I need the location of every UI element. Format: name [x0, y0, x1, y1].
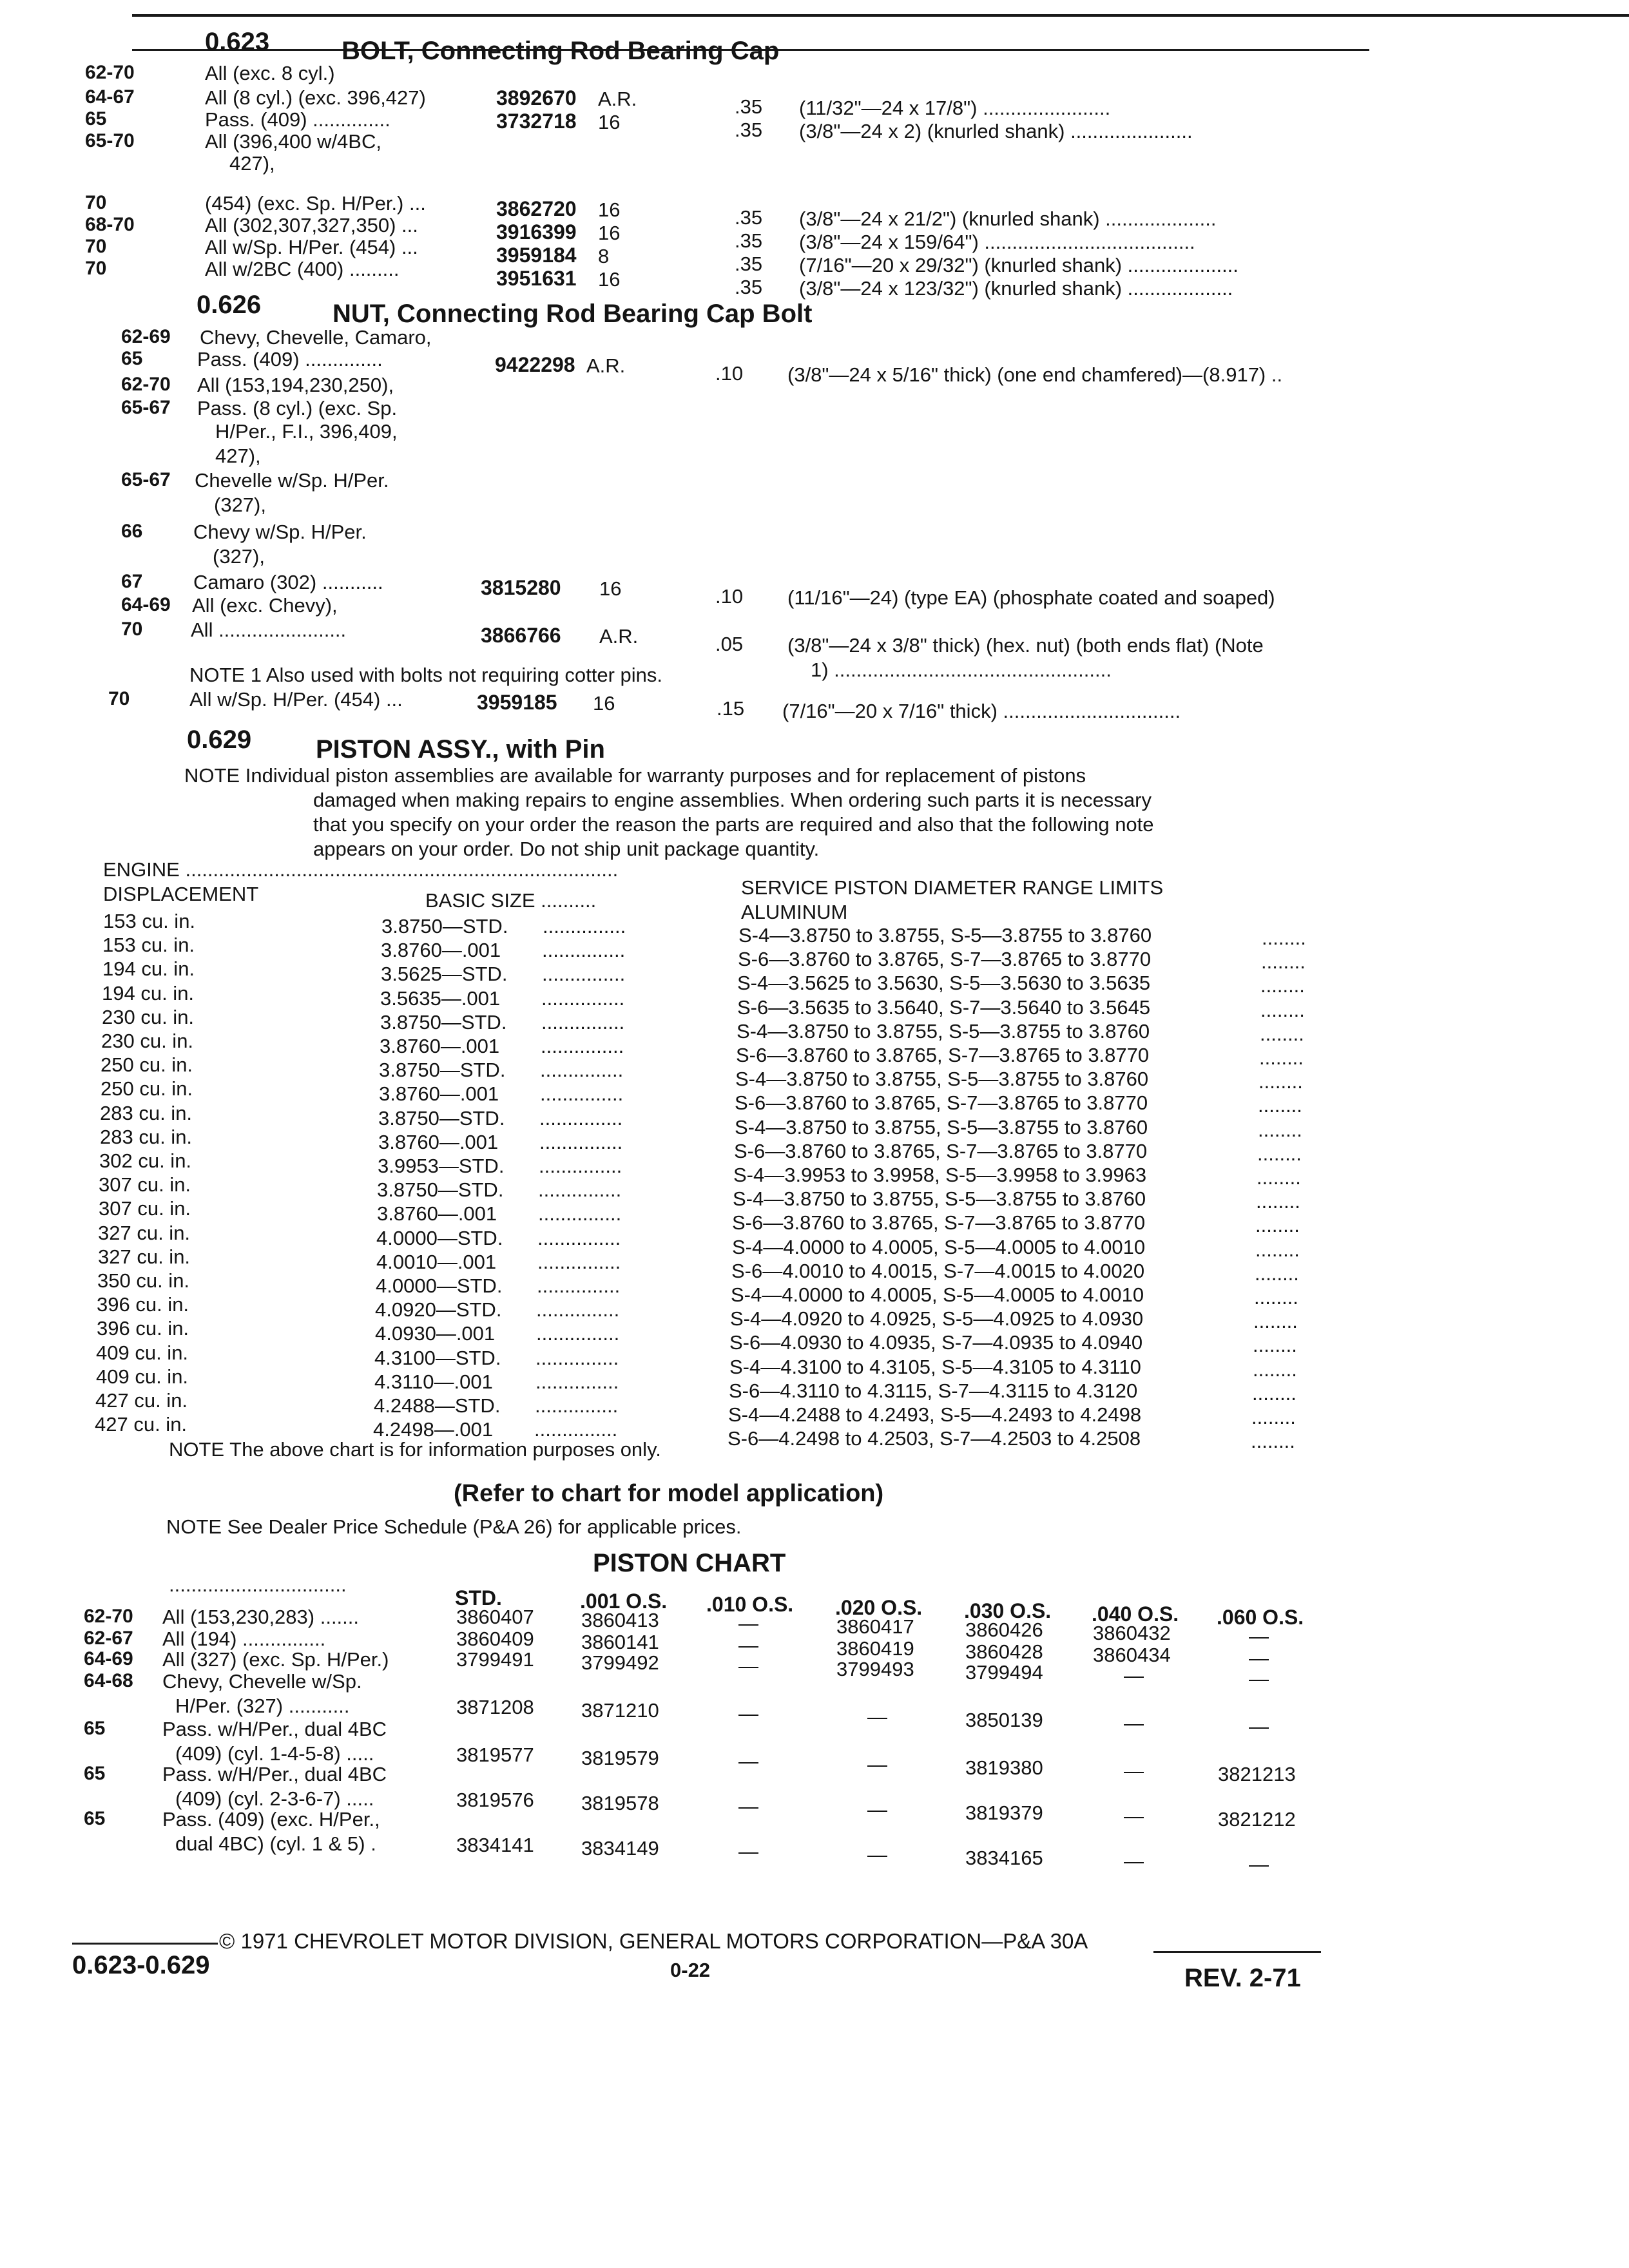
not-available: —: [867, 1706, 887, 1728]
dot-leader: ...............: [539, 1155, 622, 1177]
specification: (3/8"—24 x 5/16" thick) (one end chamfered)—(8.917) ..: [787, 363, 1283, 386]
specification: 1) ..................................................: [811, 658, 1112, 681]
basic-size: 3.8760—.001: [378, 1130, 499, 1153]
quantity: 16: [593, 692, 615, 715]
part-number: 3821212: [1218, 1808, 1296, 1831]
specification: (3/8"—24 x 3/8" thick) (hex. nut) (both ends flat) (Note: [787, 634, 1264, 657]
diameter-range: S-6—3.8760 to 3.8765, S-7—3.8765 to 3.8770: [736, 1044, 1150, 1066]
top-rule: [132, 14, 1629, 17]
not-available: —: [738, 1702, 758, 1725]
specification: (3/8"—24 x 2) (knurled shank) ......................: [799, 120, 1193, 142]
year-range: 65: [84, 1718, 106, 1739]
basic-size: 3.5635—.001: [380, 986, 501, 1010]
page-number: 0-22: [670, 1959, 711, 1981]
specification: (7/16"—20 x 29/32") (knurled shank) ....................: [799, 254, 1239, 276]
specification: (7/16"—20 x 7/16" thick) ................................: [782, 700, 1181, 722]
group-title-0626: NUT, Connecting Rod Bearing Cap Bolt: [333, 300, 813, 328]
quantity: A.R.: [599, 625, 639, 648]
specification: (3/8"—24 x 159/64") ......................................: [799, 231, 1195, 253]
application: All w/Sp. H/Per. (454) ...: [189, 688, 403, 711]
diameter-range: S-6—4.0010 to 4.0015, S-7—4.0015 to 4.0020: [731, 1259, 1145, 1282]
year-range: 65: [85, 108, 107, 130]
dot-leader: ........: [1260, 1022, 1304, 1045]
dot-leader: ...............: [535, 1370, 619, 1393]
diameter-range: S-4—3.8750 to 3.8755, S-5—3.8755 to 3.8760: [737, 1019, 1150, 1043]
application: All .......................: [191, 619, 347, 641]
basic-size-label: BASIC SIZE ..........: [425, 889, 597, 912]
engine-displacement: 283 cu. in.: [100, 1101, 193, 1124]
list-price: .35: [735, 206, 763, 229]
diameter-range: S-6—3.8760 to 3.8765, S-7—3.8765 to 3.8770: [738, 948, 1152, 971]
not-available: —: [1124, 1760, 1144, 1782]
application: Chevy, Chevelle w/Sp.: [162, 1670, 362, 1693]
application: 427),: [229, 152, 275, 175]
dot-leader: ........: [1262, 927, 1306, 949]
not-available: —: [1124, 1805, 1144, 1827]
part-number: 3951631: [496, 267, 577, 290]
quantity: 16: [599, 577, 622, 600]
quantity: 16: [598, 198, 621, 221]
dot-leader: ...............: [536, 1298, 620, 1321]
piston-note-line-2: damaged when making repairs to engine assemblies. When ordering such parts it is necessary: [313, 789, 1152, 811]
piston-note-line-1: NOTE Individual piston assemblies are available for warranty purposes and for replacement of pistons: [184, 764, 1086, 787]
application: (327),: [214, 494, 266, 516]
part-number: 3860413: [581, 1609, 659, 1631]
chart-column-header: .010 O.S.: [706, 1593, 794, 1616]
application: (409) (cyl. 2-3-6-7) .....: [175, 1787, 374, 1810]
list-price: .35: [735, 276, 763, 298]
list-price: .35: [735, 253, 763, 275]
part-number: 3860141: [581, 1631, 659, 1653]
dot-leader: ...............: [535, 1394, 619, 1417]
part-number: 3819379: [965, 1802, 1043, 1824]
application: Pass. (409) ..............: [197, 348, 383, 370]
year-range: 62-70: [85, 62, 135, 83]
basic-size: 4.0010—.001: [376, 1250, 497, 1273]
dot-leader: ........: [1252, 1381, 1296, 1405]
diameter-range: S-4—4.3100 to 4.3105, S-5—4.3105 to 4.3110: [729, 1355, 1141, 1378]
diameter-range: S-6—3.5635 to 3.5640, S-7—3.5640 to 3.5645: [737, 995, 1151, 1019]
engine-displacement: 283 cu. in.: [100, 1125, 193, 1148]
basic-size: 4.2488—STD.: [374, 1394, 501, 1417]
chart-column-header: .030 O.S.: [964, 1599, 1052, 1622]
year-range: 64-67: [85, 86, 135, 108]
dot-leader: ........: [1255, 1214, 1300, 1237]
basic-size: 4.0000—STD.: [376, 1226, 503, 1249]
engine-displacement: 250 cu. in.: [101, 1077, 193, 1100]
part-number: 3862720: [496, 197, 577, 220]
dot-leader: ........: [1255, 1262, 1299, 1285]
engine-displacement: 230 cu. in.: [101, 1030, 194, 1052]
diameter-range: S-6—4.2498 to 4.2503, S-7—4.2503 to 4.2508: [728, 1427, 1141, 1450]
nut-note: NOTE 1 Also used with bolts not requiring cotter pins.: [189, 664, 663, 686]
diameter-range: S-4—3.5625 to 3.5630, S-5—3.5630 to 3.5635: [737, 972, 1151, 995]
year-range: 65: [84, 1763, 106, 1784]
group-title-0629: PISTON ASSY., with Pin: [316, 735, 605, 764]
dot-leader: ........: [1256, 1190, 1300, 1213]
dot-leader: ...............: [539, 1106, 623, 1129]
application: dual 4BC) (cyl. 1 & 5) .: [175, 1832, 376, 1855]
dot-leader: ...............: [542, 963, 626, 986]
quantity: 16: [598, 222, 621, 244]
part-number: 3892670: [496, 86, 577, 110]
specification: (3/8"—24 x 123/32") (knurled shank) ...................: [799, 277, 1233, 300]
year-range: 64-68: [84, 1670, 133, 1691]
dot-leader: ........: [1259, 1046, 1304, 1069]
year-range: 65-67: [121, 397, 171, 418]
list-price: .35: [735, 119, 763, 141]
diameter-range: S-6—3.8760 to 3.8765, S-7—3.8765 to 3.8770: [734, 1139, 1148, 1162]
engine-displacement: 396 cu. in.: [97, 1317, 189, 1340]
piston-chart-title: PISTON CHART: [593, 1549, 786, 1577]
part-number: 3860409: [456, 1628, 534, 1650]
application: All w/2BC (400) .........: [205, 258, 400, 280]
chart-column-header: .060 O.S.: [1217, 1606, 1304, 1629]
engine-displacement: 409 cu. in.: [96, 1341, 189, 1364]
application: All (153,230,283) .......: [162, 1606, 360, 1628]
year-range: 70: [85, 192, 107, 213]
copyright: © 1971 CHEVROLET MOTOR DIVISION, GENERAL MOTORS CORPORATION—P&A 30A: [219, 1929, 1088, 1953]
engine-displacement: 153 cu. in.: [103, 910, 196, 932]
basic-size: 3.8760—.001: [379, 1082, 499, 1106]
application: All w/Sp. H/Per. (454) ...: [205, 236, 418, 258]
year-range: 65-70: [85, 130, 135, 151]
application: (327),: [213, 545, 265, 568]
year-range: 70: [85, 236, 107, 257]
aluminum-label: ALUMINUM: [741, 901, 848, 923]
part-number: 3860434: [1093, 1644, 1171, 1666]
dot-leader: ........: [1260, 998, 1305, 1021]
part-number: 3819578: [581, 1792, 659, 1814]
part-number: 3834141: [456, 1834, 534, 1856]
engine-displacement: 350 cu. in.: [97, 1269, 190, 1292]
dot-leader: ...............: [536, 1322, 620, 1345]
dot-leader: ........: [1251, 1430, 1295, 1453]
diameter-range: S-4—3.8750 to 3.8755, S-5—3.8755 to 3.8760: [735, 1068, 1149, 1091]
application: Pass. (409) ..............: [205, 108, 390, 131]
application: H/Per. (327) ...........: [175, 1695, 350, 1717]
part-number: 3916399: [496, 220, 577, 244]
list-price: .05: [715, 633, 744, 655]
engine-displacement: 307 cu. in.: [99, 1173, 191, 1196]
year-range: 68-70: [85, 214, 135, 235]
year-range: 64-69: [121, 594, 171, 615]
not-available: —: [867, 1843, 887, 1866]
application: Chevelle w/Sp. H/Per.: [195, 469, 389, 492]
chart-column-header: .001 O.S.: [580, 1590, 668, 1613]
basic-size: 4.0920—STD.: [375, 1298, 502, 1321]
part-number: 9422298: [495, 353, 575, 376]
basic-size: 3.8750—STD.: [381, 915, 508, 937]
dot-leader: ...............: [535, 1346, 619, 1369]
part-number: 3815280: [481, 576, 561, 599]
diameter-range: S-4—4.0000 to 4.0005, S-5—4.0005 to 4.0010: [731, 1283, 1144, 1306]
footer-rule-left: [72, 1943, 218, 1945]
part-number: 3819577: [456, 1744, 534, 1766]
not-available: —: [738, 1750, 758, 1773]
application: (454) (exc. Sp. H/Per.) ...: [205, 192, 426, 215]
not-available: —: [1249, 1667, 1269, 1690]
group-title-0623: BOLT, Connecting Rod Bearing Cap: [342, 37, 780, 65]
application: All (302,307,327,350) ...: [205, 214, 418, 236]
part-number: 3860428: [965, 1640, 1043, 1663]
application: 427),: [215, 445, 261, 467]
list-price: .15: [717, 697, 745, 720]
part-number: 3860426: [965, 1619, 1043, 1641]
dot-leader: ........: [1257, 1166, 1301, 1189]
application: Chevy w/Sp. H/Per.: [193, 521, 367, 543]
engine-displacement: 327 cu. in.: [98, 1221, 191, 1244]
not-available: —: [738, 1655, 758, 1677]
year-range: 62-70: [84, 1606, 133, 1627]
engine-displacement: 250 cu. in.: [101, 1053, 193, 1077]
chart-note: NOTE The above chart is for information purposes only.: [169, 1438, 661, 1461]
basic-size: 3.8760—.001: [377, 1202, 497, 1225]
application: All (153,194,230,250),: [197, 374, 394, 396]
dot-leader: ...............: [541, 1035, 624, 1057]
dot-leader: ...............: [537, 1250, 621, 1273]
application: Pass. (409) (exc. H/Per.,: [162, 1808, 380, 1831]
dot-leader: ........: [1253, 1334, 1297, 1357]
diameter-range: S-4—4.0920 to 4.0925, S-5—4.0925 to 4.0930: [730, 1307, 1144, 1331]
application: All (396,400 w/4BC,: [205, 130, 381, 153]
part-number: 3860419: [836, 1637, 914, 1660]
specification: (3/8"—24 x 21/2") (knurled shank) ....................: [799, 207, 1217, 230]
not-available: —: [738, 1840, 758, 1863]
part-number: 3819576: [456, 1789, 534, 1811]
group-number-0629: 0.629: [187, 726, 252, 754]
dot-leader: ...............: [543, 915, 626, 937]
group-number-0626: 0.626: [197, 291, 262, 319]
chart-column-header: .020 O.S.: [835, 1596, 923, 1619]
engine-label-text: ENGINE: [103, 858, 180, 881]
dot-leader: ........: [1257, 1142, 1302, 1165]
engine-displacement: 409 cu. in.: [96, 1365, 189, 1388]
engine-displacement: 194 cu. in.: [102, 981, 195, 1004]
not-available: —: [1249, 1625, 1269, 1648]
chart-header-leader: ................................: [169, 1573, 347, 1596]
not-available: —: [1249, 1853, 1269, 1876]
diameter-range: S-6—3.8760 to 3.8765, S-7—3.8765 to 3.8770: [735, 1091, 1148, 1115]
year-range: 70: [108, 688, 130, 709]
application: Chevy, Chevelle, Camaro,: [200, 326, 432, 349]
dot-leader: ........: [1258, 1118, 1302, 1141]
dot-leader: ........: [1253, 1310, 1298, 1333]
application: Pass. (8 cyl.) (exc. Sp.: [197, 397, 398, 419]
part-number: 3732718: [496, 110, 577, 133]
part-number: 3871208: [456, 1696, 534, 1718]
application: Pass. w/H/Per., dual 4BC: [162, 1718, 387, 1740]
part-number: 3871210: [581, 1699, 659, 1722]
dot-leader: ...............: [541, 1010, 625, 1033]
not-available: —: [738, 1634, 758, 1657]
specification: (11/32"—24 x 17/8") .......................: [799, 97, 1111, 119]
dot-leader: ........: [1251, 1406, 1296, 1428]
piston-note-line-4: appears on your order. Do not ship unit package quantity.: [313, 838, 820, 860]
quantity: 16: [598, 268, 621, 291]
part-number: 3959184: [496, 244, 577, 267]
basic-size: 3.8750—STD.: [377, 1178, 504, 1202]
basic-size: 3.8750—STD.: [379, 1059, 506, 1082]
diameter-range: S-4—3.8750 to 3.8755, S-5—3.8755 to 3.8760: [733, 1187, 1146, 1211]
diameter-range: S-6—4.3110 to 4.3115, S-7—4.3115 to 4.3120: [729, 1379, 1138, 1402]
dot-leader: ...............: [538, 1178, 622, 1202]
piston-note-line-3: that you specify on your order the reason the parts are required and also that the following note: [313, 813, 1154, 836]
application: All (194) ...............: [162, 1628, 326, 1650]
revision: REV. 2-71: [1184, 1964, 1301, 1992]
part-number: 3799492: [581, 1651, 659, 1674]
year-range: 65: [121, 348, 143, 369]
application: All (exc. Chevy),: [192, 594, 338, 617]
dot-leader: ...............: [537, 1274, 621, 1297]
engine-displacement: 302 cu. in.: [99, 1149, 192, 1172]
engine-displacement: 153 cu. in.: [102, 934, 195, 957]
part-number: 3799493: [836, 1658, 914, 1680]
dot-leader: ...............: [540, 1082, 624, 1106]
dot-leader: ........: [1261, 950, 1306, 974]
application: All (327) (exc. Sp. H/Per.): [162, 1648, 389, 1671]
diameter-range: S-4—3.8750 to 3.8755, S-5—3.8755 to 3.8760: [738, 924, 1152, 947]
footer-rule-right: [1153, 1951, 1321, 1953]
dot-leader: ...............: [541, 986, 625, 1010]
list-price: .35: [735, 229, 763, 252]
basic-size-label-text: BASIC SIZE: [425, 889, 535, 912]
dot-leader: ........: [1253, 1358, 1297, 1381]
year-range: 70: [85, 258, 107, 279]
engine-label: ENGINE ..............................................................................: [103, 858, 619, 881]
diameter-range: S-4—4.2488 to 4.2493, S-5—4.2493 to 4.2498: [728, 1403, 1142, 1426]
part-number: 3834165: [965, 1847, 1043, 1869]
group-range: 0.623-0.629: [72, 1951, 210, 1979]
dot-leader: ...............: [534, 1418, 618, 1441]
part-number: 3866766: [481, 624, 561, 647]
group-number-0623: 0.623: [205, 28, 270, 56]
list-price: .35: [735, 95, 763, 118]
not-available: —: [1124, 1712, 1144, 1735]
quantity: A.R.: [586, 354, 626, 377]
price-note: NOTE See Dealer Price Schedule (P&A 26) for applicable prices.: [166, 1515, 742, 1538]
basic-size: 4.2498—.001: [373, 1418, 494, 1441]
dot-leader: ...............: [538, 1202, 622, 1225]
part-number: 3834149: [581, 1837, 659, 1860]
basic-size: 3.9953—STD.: [378, 1155, 505, 1177]
year-range: 64-69: [84, 1648, 133, 1669]
not-available: —: [1124, 1664, 1144, 1687]
dot-leader: ........: [1254, 1286, 1298, 1309]
not-available: —: [1124, 1850, 1144, 1872]
part-number: 3819380: [965, 1756, 1043, 1779]
not-available: —: [738, 1612, 758, 1635]
application: (409) (cyl. 1-4-5-8) .....: [175, 1742, 374, 1765]
part-number: 3821213: [1218, 1763, 1296, 1785]
basic-size: 4.0000—STD.: [376, 1274, 503, 1297]
year-range: 67: [121, 571, 143, 592]
dot-leader: ........: [1255, 1238, 1300, 1261]
part-number: 3860417: [836, 1615, 914, 1638]
displacement-label: DISPLACEMENT: [103, 883, 259, 905]
part-number: 3860432: [1093, 1622, 1171, 1644]
year-range: 65: [84, 1808, 106, 1829]
diameter-range: S-4—3.9953 to 3.9958, S-5—3.9958 to 3.9963: [733, 1164, 1147, 1186]
dot-leader: ...............: [542, 939, 626, 962]
application: Camaro (302) ...........: [193, 571, 383, 593]
not-available: —: [867, 1753, 887, 1776]
engine-displacement: 396 cu. in.: [97, 1293, 189, 1316]
part-number: 3860407: [456, 1606, 534, 1628]
engine-displacement: 307 cu. in.: [99, 1197, 191, 1220]
year-range: 62-69: [121, 326, 171, 347]
part-number: 3799494: [965, 1661, 1043, 1684]
dot-leader: ...............: [537, 1226, 621, 1249]
engine-displacement: 427 cu. in.: [95, 1389, 188, 1412]
basic-size: 3.8760—.001: [380, 1035, 500, 1057]
part-number: 3850139: [965, 1709, 1043, 1731]
chart-column-header: STD.: [455, 1586, 502, 1610]
year-range: 62-70: [121, 374, 171, 395]
dot-leader: ...............: [540, 1059, 624, 1082]
basic-size: 4.0930—.001: [375, 1322, 496, 1345]
year-range: 70: [121, 619, 143, 640]
dot-leader: ........: [1258, 1070, 1303, 1093]
application: Pass. w/H/Per., dual 4BC: [162, 1763, 387, 1785]
part-number: 3819579: [581, 1747, 659, 1769]
quantity: 8: [598, 245, 610, 267]
quantity: A.R.: [598, 88, 637, 110]
service-label: SERVICE PISTON DIAMETER RANGE LIMITS: [741, 876, 1164, 899]
engine-displacement: 230 cu. in.: [102, 1005, 195, 1028]
not-available: —: [1249, 1647, 1269, 1669]
diameter-range: S-4—4.0000 to 4.0005, S-5—4.0005 to 4.0010: [732, 1235, 1146, 1258]
dot-leader: ...............: [539, 1130, 623, 1153]
chart-column-header: .040 O.S.: [1092, 1602, 1179, 1626]
specification: (11/16"—24) (type EA) (phosphate coated and soaped): [787, 586, 1275, 609]
application: H/Per., F.I., 396,409,: [215, 420, 398, 443]
list-price: .10: [715, 585, 744, 608]
diameter-range: S-6—4.0930 to 4.0935, S-7—4.0935 to 4.0940: [729, 1331, 1143, 1354]
year-range: 66: [121, 521, 143, 542]
part-number: 3959185: [477, 691, 557, 714]
basic-size: 4.3110—.001: [374, 1370, 493, 1393]
engine-displacement: 327 cu. in.: [98, 1245, 191, 1268]
basic-size: 3.8750—STD.: [380, 1010, 507, 1033]
basic-size: 4.3100—STD.: [374, 1346, 501, 1369]
year-range: 62-67: [84, 1628, 133, 1649]
basic-size: 3.8760—.001: [381, 939, 501, 962]
dot-leader: ........: [1258, 1094, 1302, 1117]
diameter-range: S-6—3.8760 to 3.8765, S-7—3.8765 to 3.8770: [732, 1211, 1146, 1235]
quantity: 16: [598, 111, 621, 133]
list-price: .10: [715, 362, 744, 385]
not-available: —: [738, 1795, 758, 1818]
engine-displacement: 427 cu. in.: [95, 1413, 188, 1436]
not-available: —: [1249, 1715, 1269, 1738]
refer-note: (Refer to chart for model application): [454, 1480, 884, 1507]
basic-size: 3.8750—STD.: [378, 1106, 505, 1129]
dot-leader: ........: [1260, 974, 1305, 997]
year-range: 65-67: [121, 469, 171, 490]
part-number: 3799491: [456, 1648, 534, 1671]
application: All (8 cyl.) (exc. 396,427): [205, 86, 426, 109]
diameter-range: S-4—3.8750 to 3.8755, S-5—3.8755 to 3.8760: [735, 1115, 1148, 1139]
engine-displacement: 194 cu. in.: [102, 957, 195, 981]
not-available: —: [867, 1798, 887, 1821]
basic-size: 3.5625—STD.: [381, 963, 508, 986]
application: All (exc. 8 cyl.): [205, 62, 335, 84]
